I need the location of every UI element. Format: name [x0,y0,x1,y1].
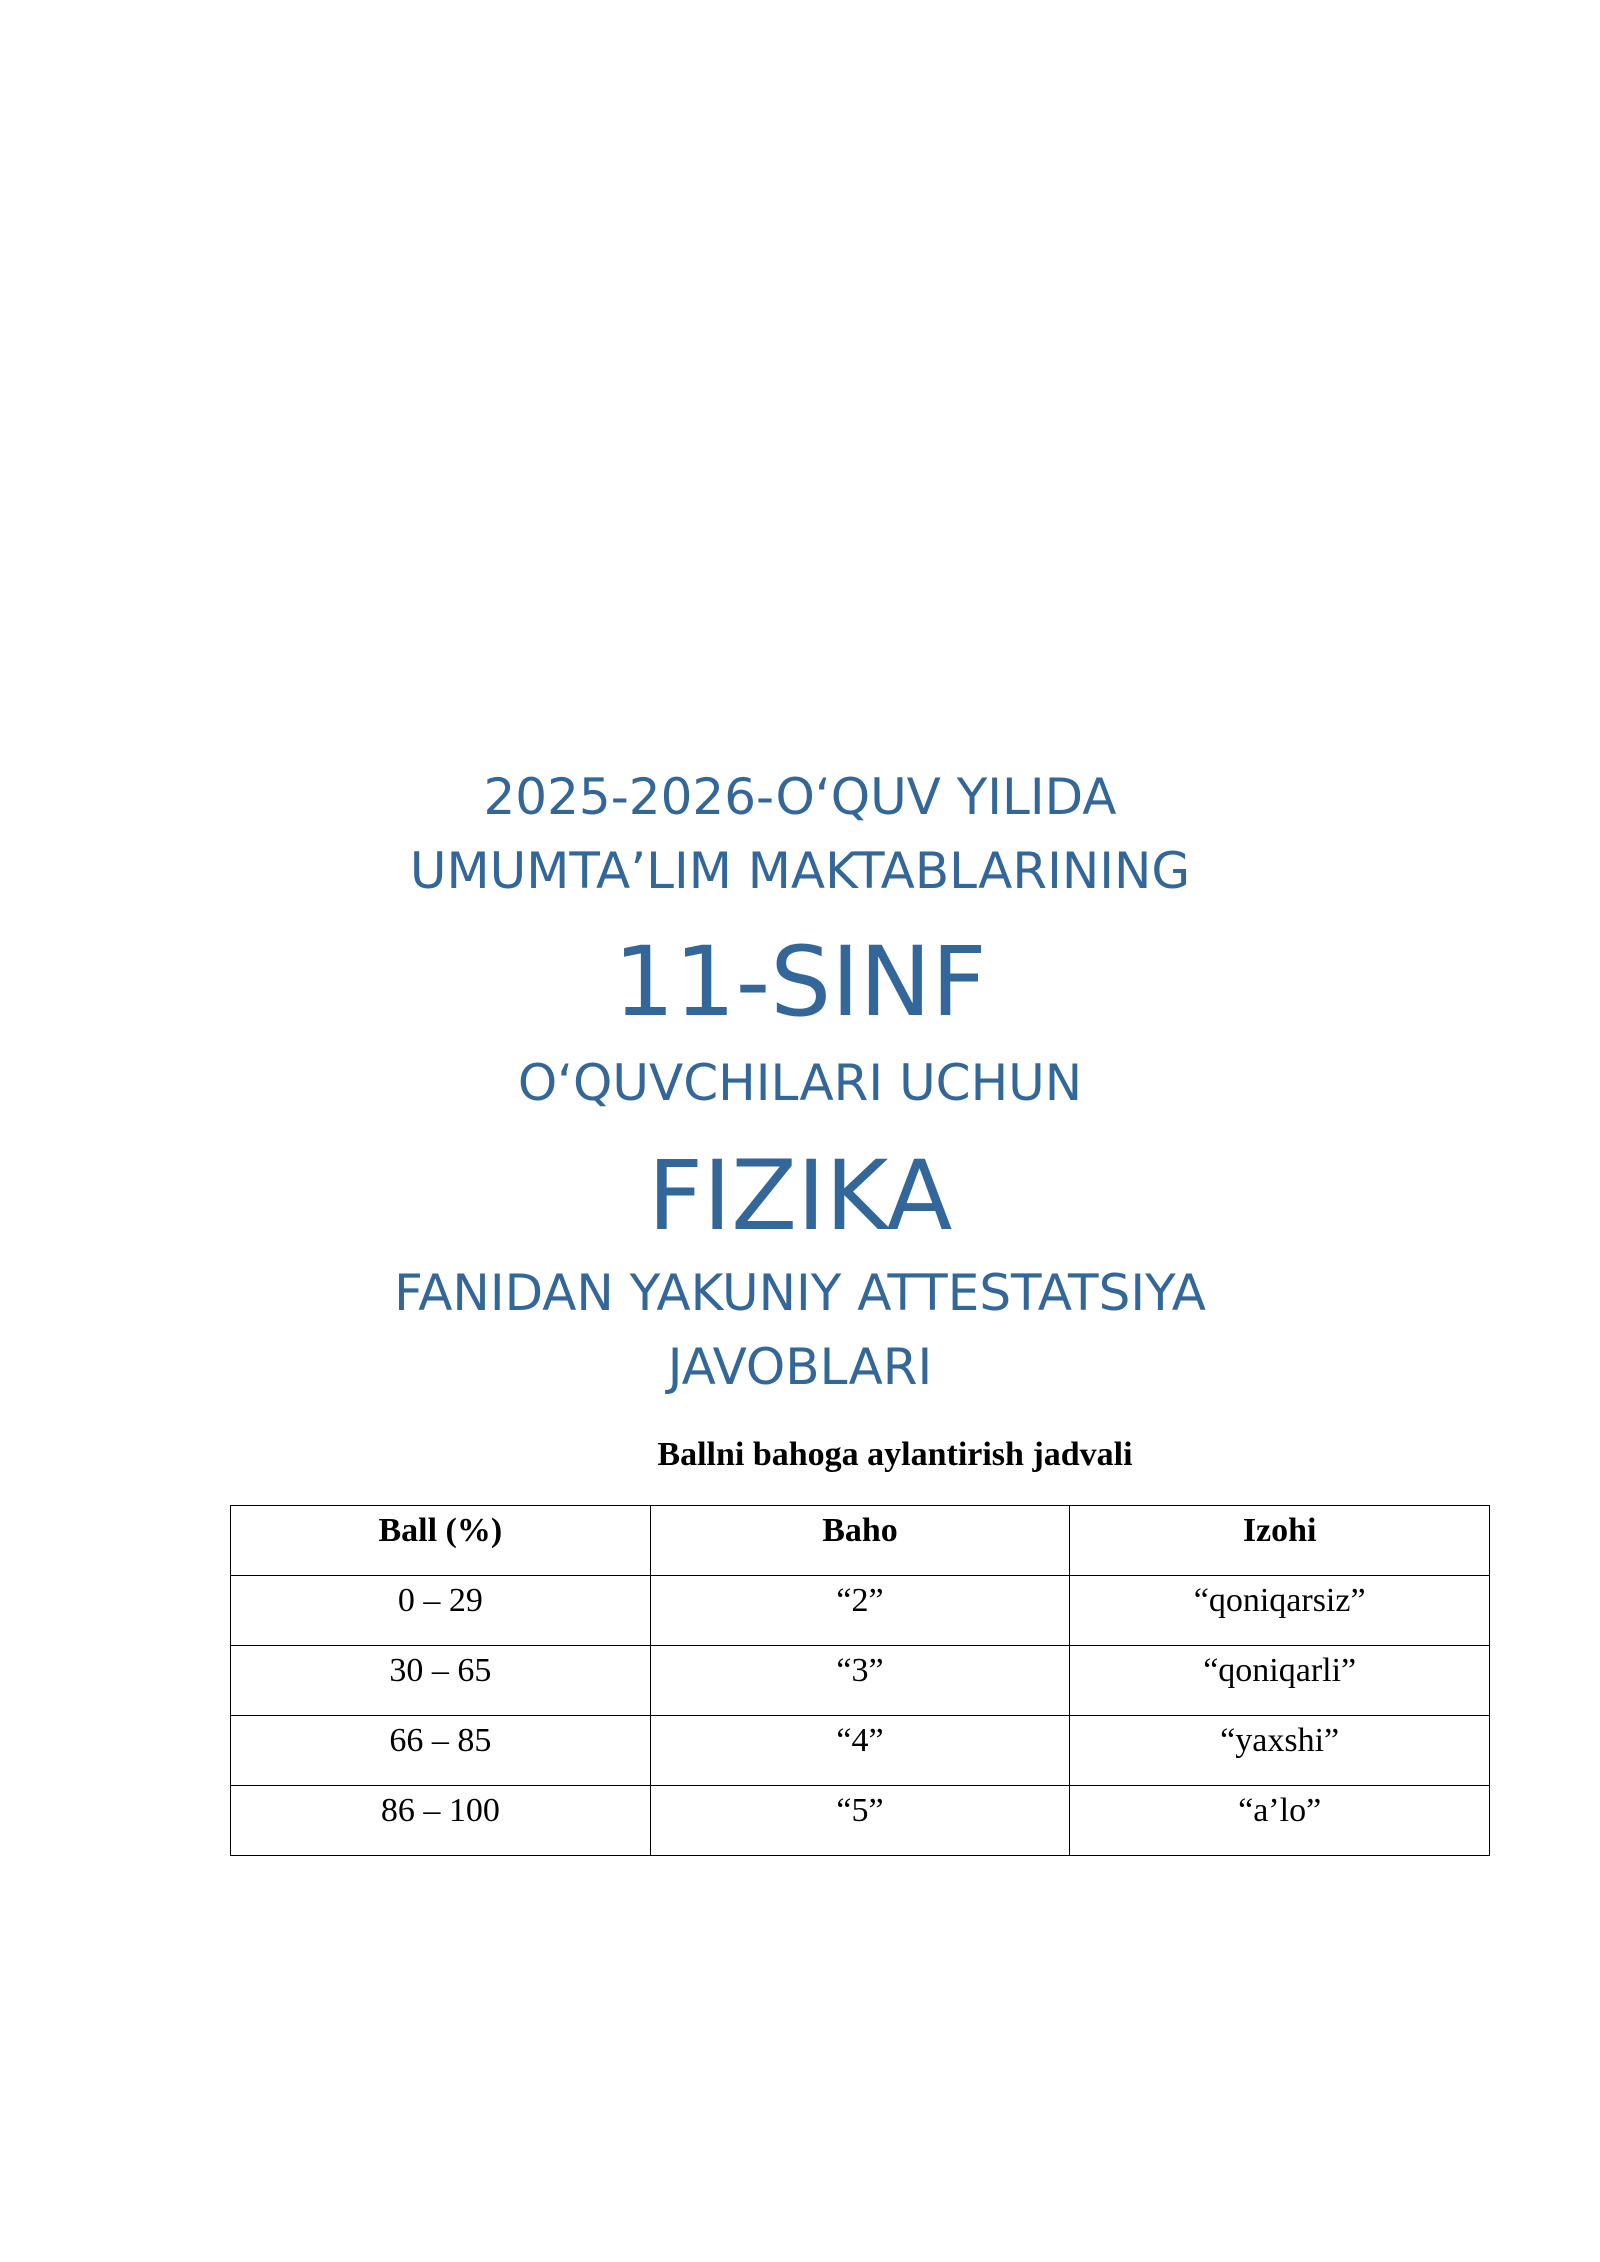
column-header-grade: Baho [650,1506,1070,1576]
score-cell: 86 – 100 [231,1786,651,1856]
attestation-line: FANIDAN YAKUNIY ATTESTATSIYA [394,1264,1206,1322]
grade-cell: “2” [650,1576,1070,1646]
score-cell: 0 – 29 [231,1576,651,1646]
grade-cell: “4” [650,1716,1070,1786]
table-row [231,1786,1490,1856]
school-type-line: UMUMTA’LIM MAKTABLARINING [409,842,1191,900]
table-row [231,1716,1490,1786]
column-header-score: Ball (%) [231,1506,651,1576]
comment-cell: “qoniqarsiz” [1070,1576,1490,1646]
comment-cell: “qoniqarli” [1070,1646,1490,1716]
grade-conversion-table [230,1505,1490,1856]
academic-year-line: 2025-2026-O‘QUV YILIDA [483,768,1117,826]
table-row [231,1646,1490,1716]
comment-cell: “yaxshi” [1070,1716,1490,1786]
table-header-row [231,1506,1490,1576]
table-row [231,1576,1490,1646]
pupils-line: O‘QUVCHILARI UCHUN [517,1054,1083,1112]
grade-heading: 11-SINF [613,926,987,1038]
table-caption: Ballni bahoga aylantirish jadvali [657,1436,1133,1473]
grade-cell: “5” [650,1786,1070,1856]
subject-heading: FIZIKA [647,1140,953,1252]
comment-cell: “a’lo” [1070,1786,1490,1856]
answers-line: JAVOBLARI [667,1338,933,1396]
score-cell: 30 – 65 [231,1646,651,1716]
score-cell: 66 – 85 [231,1716,651,1786]
grade-cell: “3” [650,1646,1070,1716]
column-header-comment: Izohi [1070,1506,1490,1576]
